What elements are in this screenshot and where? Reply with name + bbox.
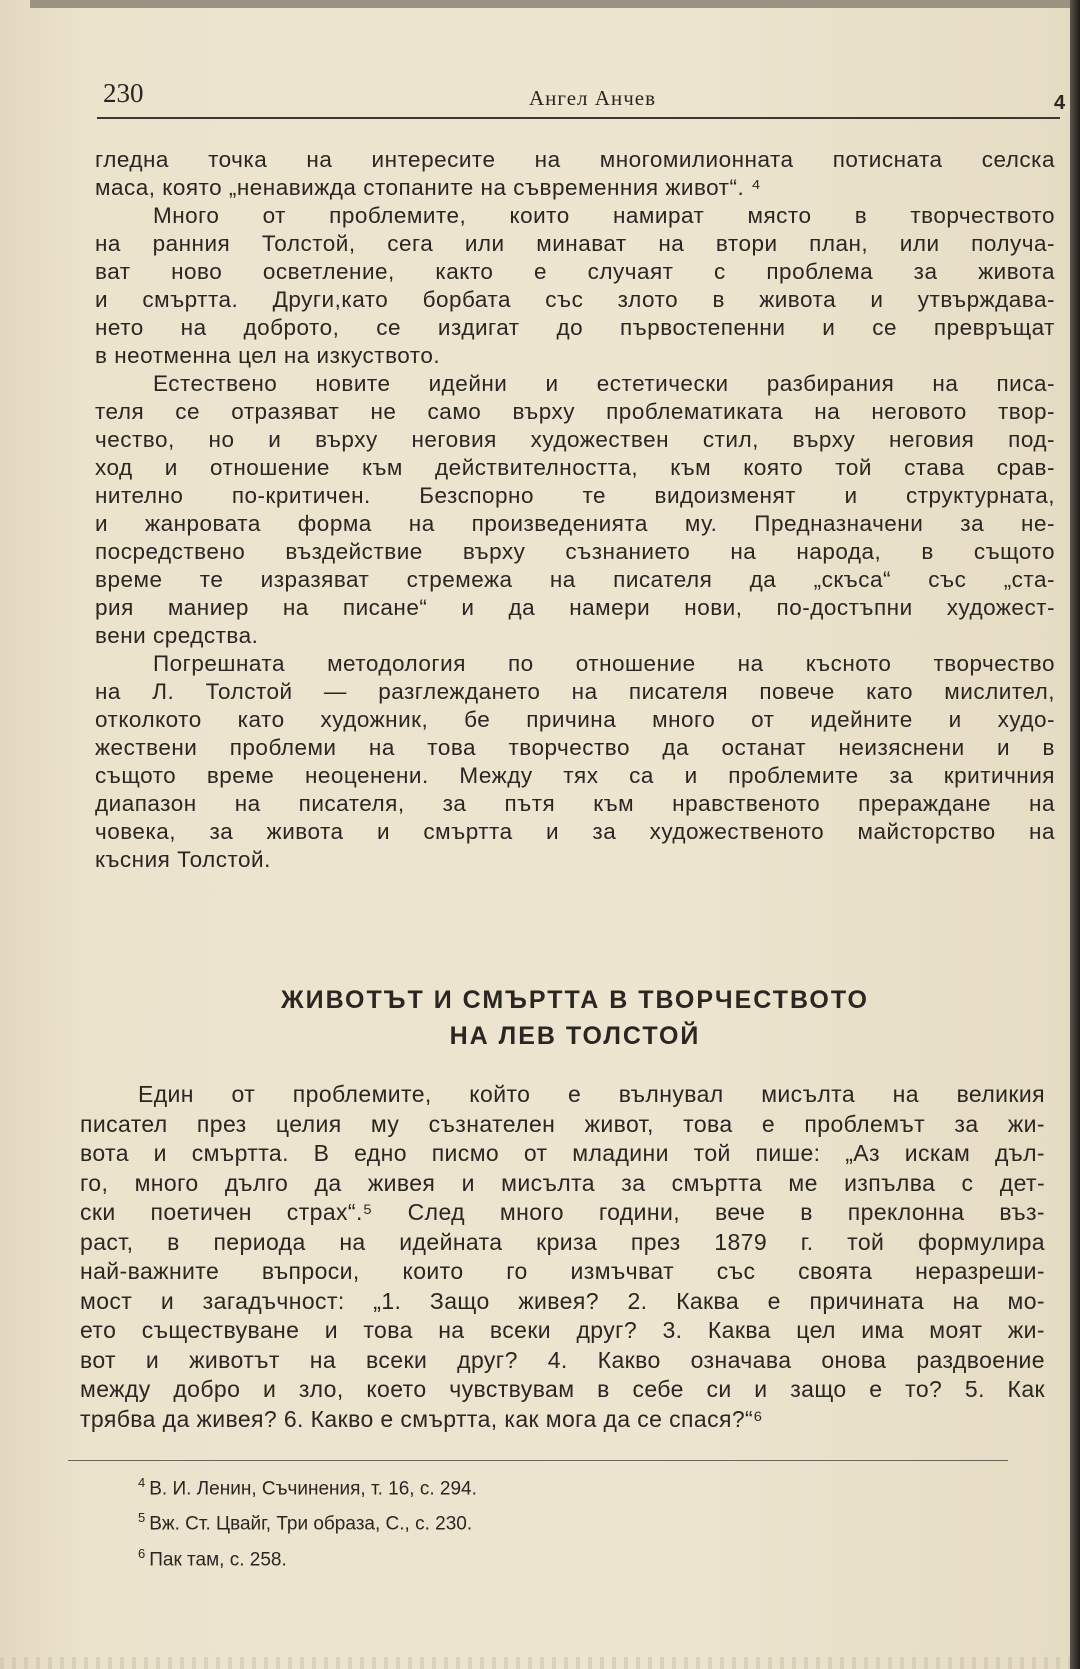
text-line: същото време неоценени. Между тях са и проблемите за критичния: [95, 763, 1055, 788]
text-line: ход и отношение към действителността, към която той става срав-: [95, 455, 1055, 480]
footnote-text: Вж. Ст. Цвайг, Три образа, С., с. 230.: [149, 1513, 473, 1535]
text-line: вот и животът на всеки друг? 4. Какво означава онова раздвоение: [80, 1346, 1045, 1373]
section-heading-line-2: НА ЛЕВ ТОЛСТОЙ: [449, 1022, 701, 1050]
text-line: на ранния Толстой, сега или минават на втори план, или получа-: [95, 231, 1055, 256]
footnotes: [138, 1468, 898, 1574]
text-line: мост и загадъчност: „1. Защо живея? 2. Каква е причината на мо-: [80, 1287, 1045, 1314]
text-line: човека, за живота и смъртта и за художественото майсторство на: [95, 819, 1055, 844]
text-line: жествени проблеми на това творчество да останат неизяснени и в: [95, 735, 1055, 760]
text-line: ето съществуване и това на всеки друг? 3. Каква цел има моят жи-: [80, 1317, 1045, 1343]
text-line: вота и смъртта. В едно писмо от младини той пише: „Аз искам дъл-: [80, 1140, 1045, 1166]
text-line: и жанровата форма на произведенията му. Предназначени за не-: [95, 511, 1055, 536]
text-line: маса, която „ненавижда стопаните на съвременния живот“. ⁴: [95, 175, 762, 200]
edge-character: 4: [1054, 92, 1066, 114]
text-line: го, много дълго да живея и мисълта за смъртта ме изпълва с дет-: [80, 1169, 1045, 1196]
text-line: най-важните въпроси, които го измъчват със своята неразреши-: [80, 1258, 1045, 1284]
text-line: диапазон на писателя, за пътя към нравственото прераждане на: [95, 791, 1055, 816]
text-line: Естествено новите идейни и естетически разбирания на писа-: [153, 371, 1055, 396]
text-line: ски поетичен страх“.⁵ След много години, вече в преклонна въз-: [80, 1199, 1045, 1225]
text-line: гледна точка на интересите на многомилионната потисната селска: [95, 147, 1055, 172]
footnote-text: Пак там, с. 258.: [149, 1548, 287, 1570]
text-line: вени средства.: [95, 623, 259, 648]
text-line: ват ново осветление, както е случаят с проблема за живота: [95, 259, 1055, 284]
footnote-number: 4: [138, 1475, 146, 1490]
text-line: в неотменна цел на изкуството.: [95, 343, 441, 368]
page-header: [97, 72, 1066, 122]
footnote-number: 6: [138, 1545, 146, 1561]
text-line: на Л. Толстой — разглеждането на писателя повече като мислител,: [95, 679, 1055, 704]
section-heading: [95, 982, 1055, 1054]
text-line: нително по-критичен. Безспорно те видоизменят и структурната,: [95, 483, 1055, 508]
footnote: [138, 1468, 898, 1503]
text-line: време те изразяват стремежа на писателя да „скъса“ със „ста-: [95, 567, 1055, 592]
text-line: Много от проблемите, които намират място в творчеството: [153, 203, 1055, 228]
page-number: 230: [103, 78, 144, 108]
footnote-text: В. И. Ленин, Съчинения, т. 16, с. 294.: [149, 1478, 477, 1500]
text-line: писател през целия му съзнателен живот, това е проблемът за жи-: [80, 1110, 1045, 1137]
section-paragraph: [80, 1080, 1045, 1434]
body-text: [95, 146, 1055, 874]
paragraph-1: [95, 146, 1055, 202]
footnote: [138, 1539, 898, 1574]
scan-right-edge: [1070, 0, 1080, 1669]
paragraph-2: [95, 202, 1055, 370]
text-line: отколкото като художник, бе причина много от идейните и худо-: [95, 707, 1055, 732]
text-line: между добро и зло, което чувствувам в себе си и защо е то? 5. Как: [80, 1376, 1045, 1402]
text-line: чество, но и върху неговия художествен стил, върху неговия под-: [95, 427, 1055, 452]
text-line: Погрешната методология по отношение на късното творчество: [153, 651, 1055, 676]
text-line: трябва да живея? 6. Какво е смъртта, как мога да се спася?“⁶: [80, 1405, 763, 1432]
paragraph-4: [95, 650, 1055, 874]
text-line: рия маниер на писане“ и да намери нови, по-достъпни художест-: [95, 595, 1055, 620]
header-rule: [97, 117, 1060, 119]
text-line: нето на доброто, се издигат до първостепенни и се превръщат: [95, 315, 1055, 340]
paragraph-3: [95, 370, 1055, 650]
footnote-number: 5: [138, 1510, 146, 1526]
text-line: и смъртта. Други,като борбата със злото в живота и утвърждава-: [95, 287, 1055, 312]
scan-bottom-edge: [0, 1657, 1070, 1669]
text-line: теля се отразяват не само върху проблематиката на неговото твор-: [95, 399, 1055, 424]
scan-top-border: [30, 0, 1070, 8]
running-title: Ангел Анчев: [529, 86, 656, 110]
text-line: посредствено въздействие върху съзнанието на народа, в същото: [95, 539, 1055, 564]
text-line: раст, в периода на идейната криза през 1879 г. той формулира: [80, 1228, 1045, 1255]
footnote: [138, 1503, 898, 1538]
text-line: Един от проблемите, който е вълнувал мисълта на великия: [138, 1081, 1045, 1107]
text-line: късния Толстой.: [95, 847, 271, 872]
section-heading-line-1: ЖИВОТЪТ И СМЪРТТА В ТВОРЧЕСТВОТО: [281, 986, 869, 1014]
footnote-rule: [68, 1460, 1008, 1461]
